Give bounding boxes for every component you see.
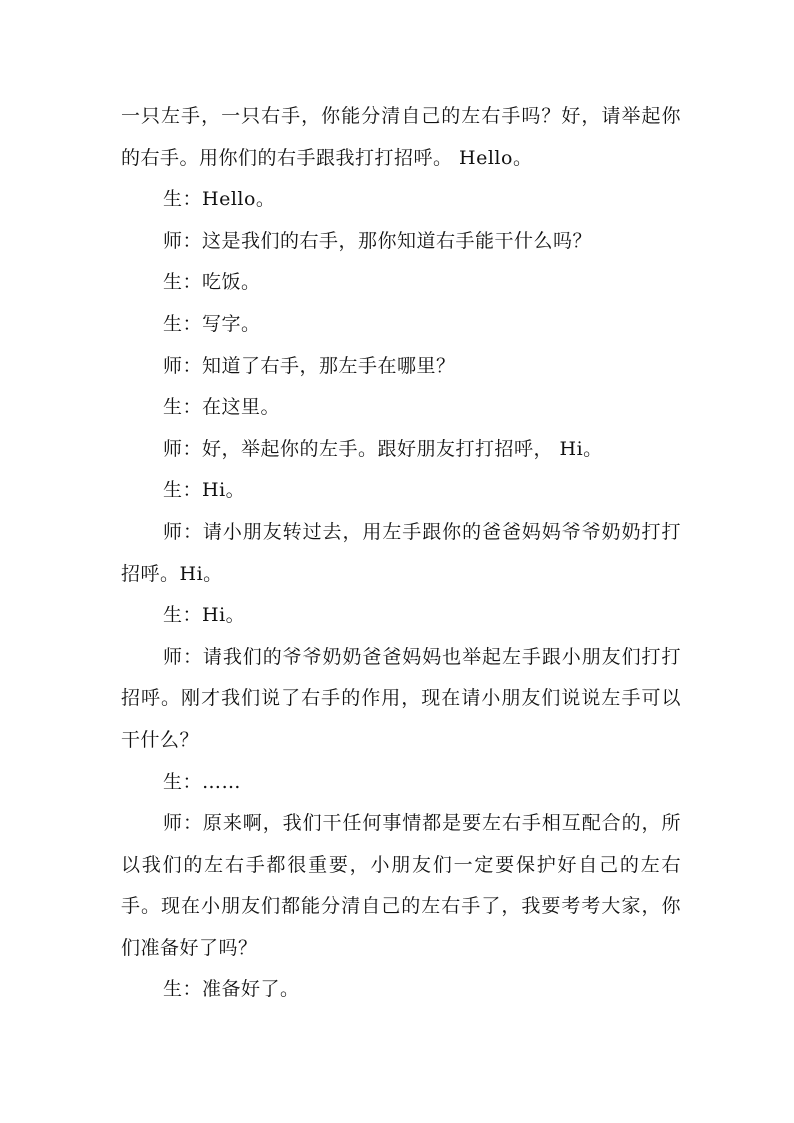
dialogue-line: 师：知道了右手，那左手在哪里？ [163, 354, 456, 377]
dialogue-line: 生：写字。 [163, 312, 261, 335]
document-body [121, 96, 681, 1011]
dialogue-line: 生：Hello。 [163, 188, 276, 211]
dialogue-line: 师：这是我们的右手，那你知道右手能干什么吗？ [163, 229, 593, 252]
dialogue-line: 师：请小朋友转过去，用左手跟你的爸爸妈妈爷爷奶奶打打招呼。Hi。 [121, 520, 681, 585]
dialogue-line: 师：原来啊，我们干任何事情都是要左右手相互配合的，所以我们的左右手都很重要，小朋友们一定要保护好自己的左右手。现在小朋友们都能分清自己的左右手了，我要考考大家，你们准备好了吗？ [121, 812, 681, 959]
paragraph-continuation: 一只左手，一只右手，你能分清自己的左右手吗？好，请举起你的右手。用你们的右手跟我打打招呼。 Hello。 [121, 105, 681, 169]
dialogue-line: 师：请我们的爷爷奶奶爸爸妈妈也举起左手跟小朋友们打打招呼。刚才我们说了右手的作用，现在请小朋友们说说左手可以干什么？ [121, 645, 681, 751]
dialogue-line: 生：…… [163, 770, 242, 793]
dialogue-line: 生：吃饭。 [163, 271, 261, 294]
dialogue-line: 生：Hi。 [163, 479, 246, 502]
dialogue-line: 生：在这里。 [163, 396, 281, 419]
dialogue-line: 生：Hi。 [163, 604, 246, 627]
dialogue-line: 师：好，举起你的左手。跟好朋友打打招呼， Hi。 [163, 437, 603, 460]
dialogue-line: 生：准备好了。 [163, 978, 300, 1001]
